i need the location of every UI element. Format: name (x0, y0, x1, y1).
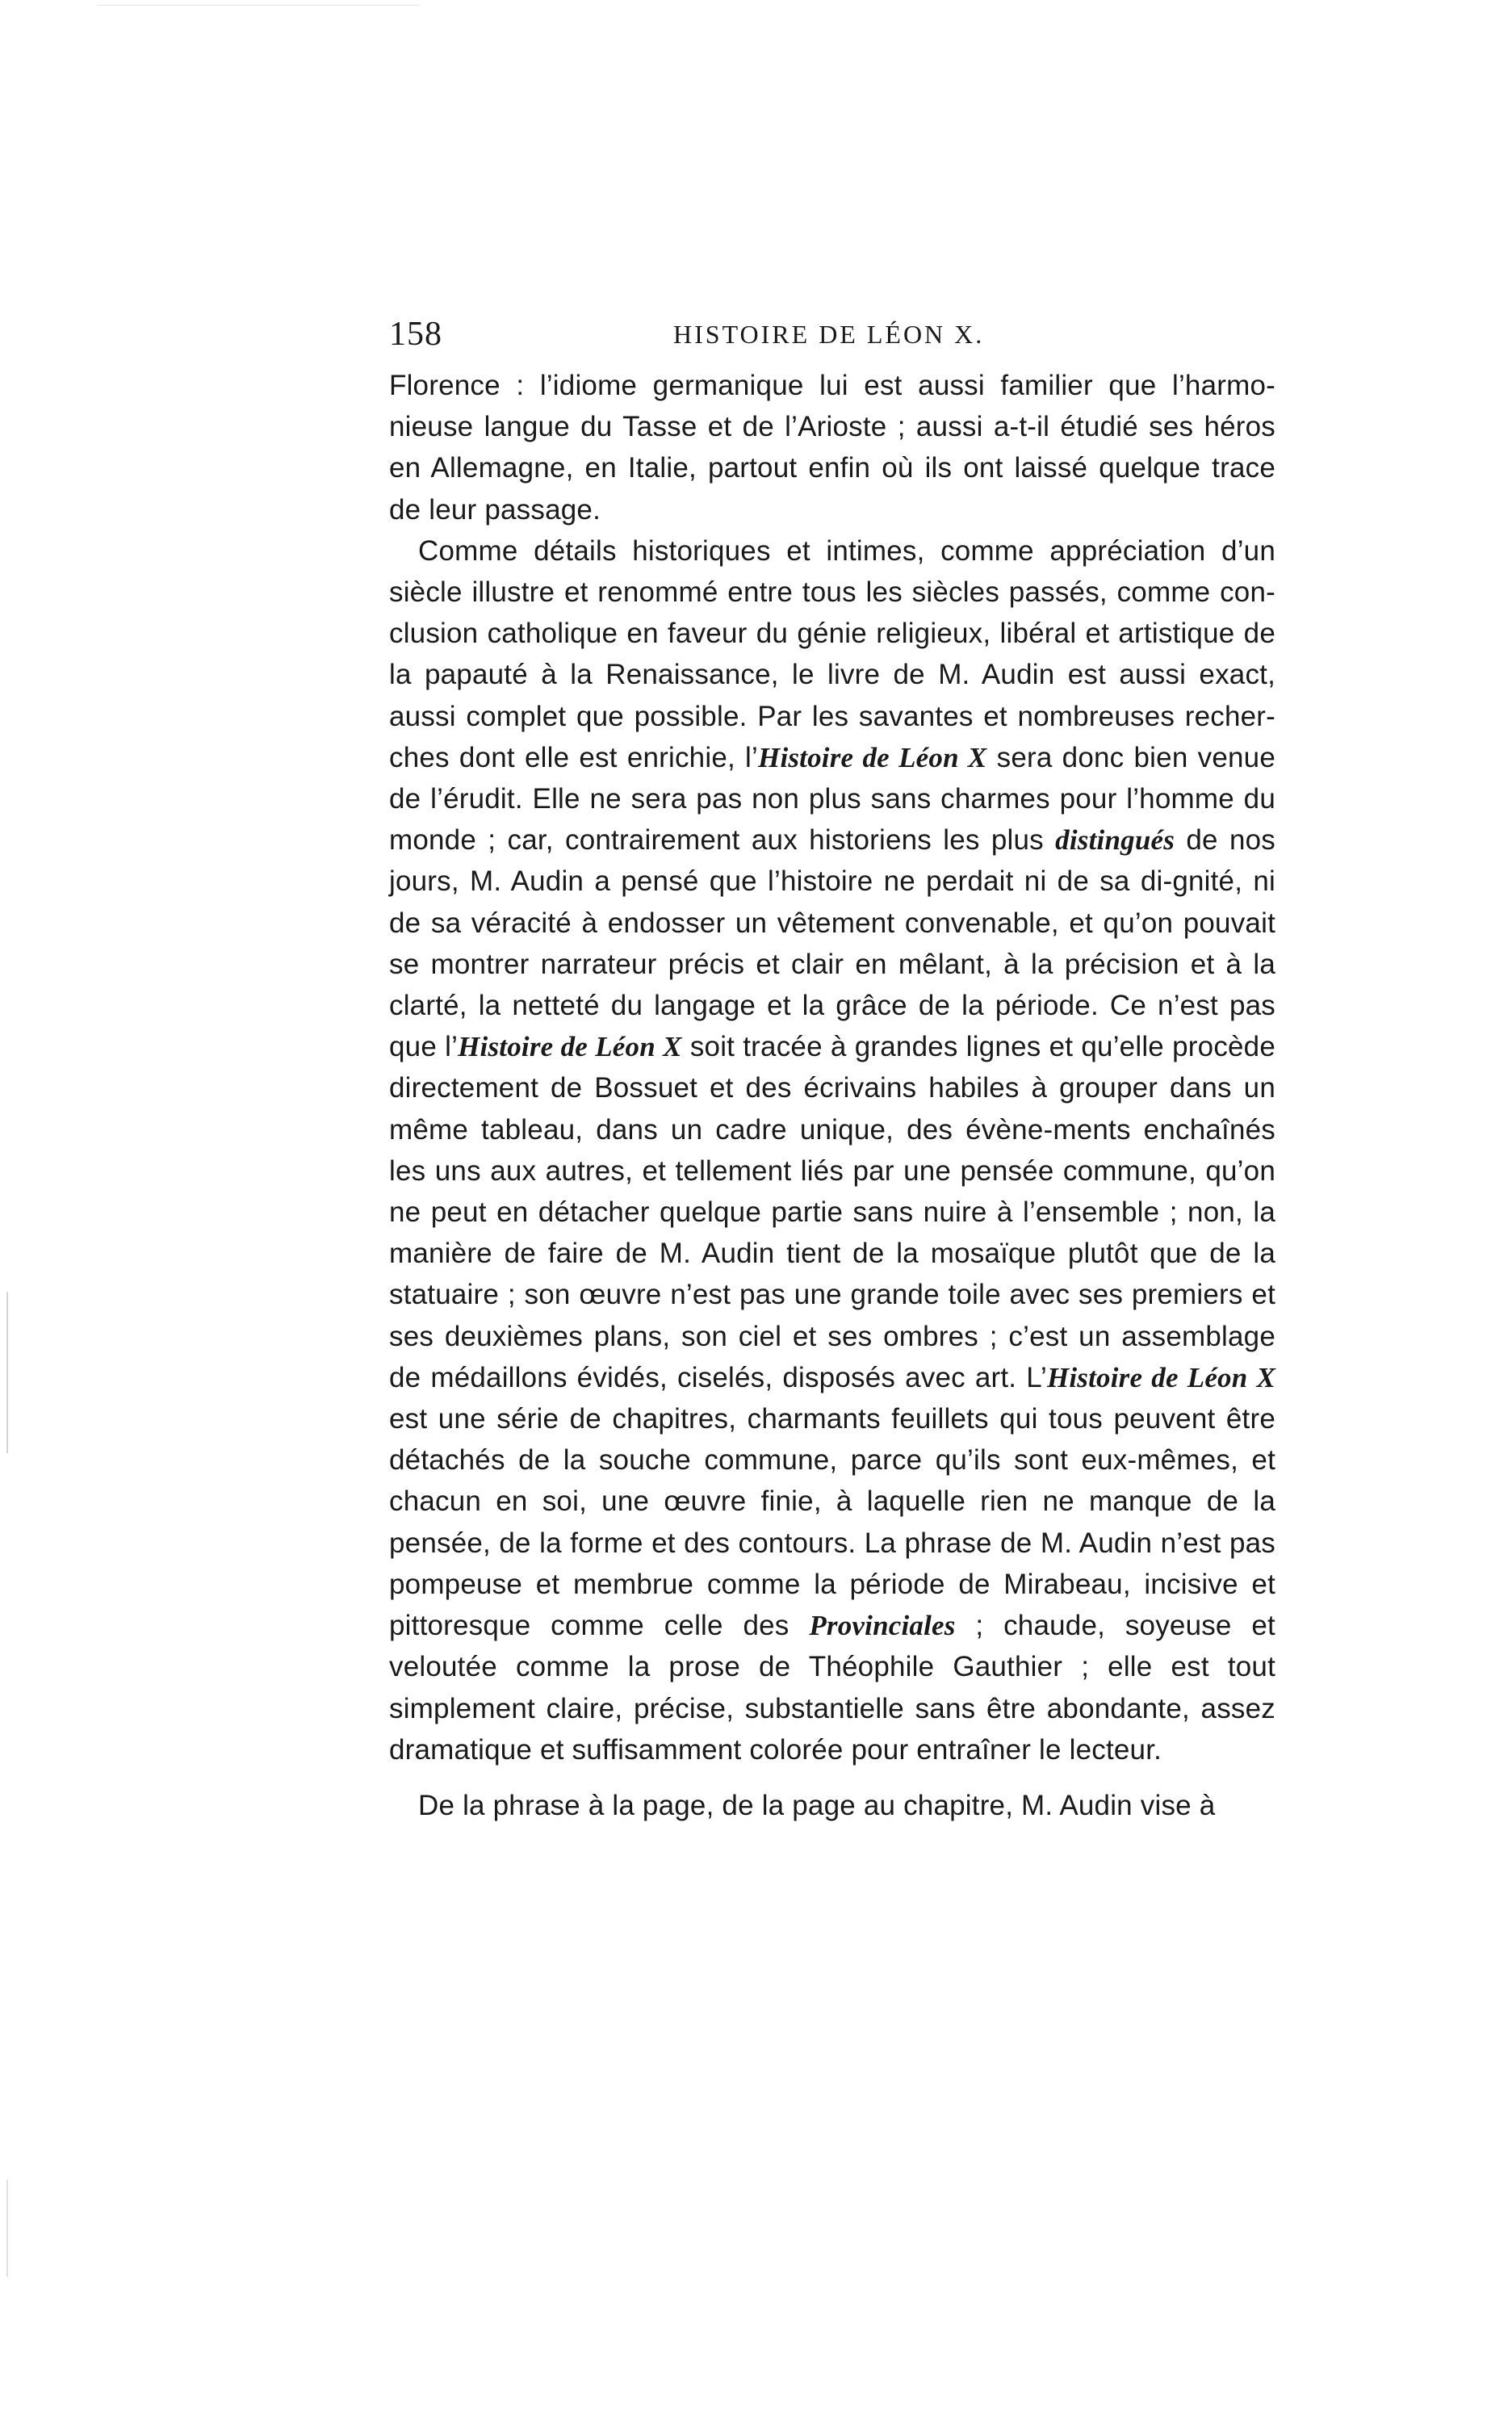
page-header (389, 315, 1277, 363)
text-run: est une série de chapitres, charmants feuillets qui tous peuvent être détachés de la souche commune, parce qu’ils sont eux-mêmes, et chacun en soi, une œuvre finie, à laquelle rien ne manque de la pensée, de la forme et des contours. La phrase de M. Audin n’est pas pompeuse et membrue comme la période de Mirabeau, incisive et pittoresque comme celle des (389, 1403, 1275, 1642)
text-run: soit tracée à grandes lignes et qu’elle procède directement de Bossuet et des écrivains habiles à grouper dans un même tableau, dans un cadre unique, des évène-ments enchaînés les uns aux autres, et tellement liés par une pensée commune, qu’on ne peut en détacher quelque partie sans nuire à l’ensemble ; non, la manière de faire de M. Audin tient de la mosaïque plutôt que de la statuaire ; son œuvre n’est pas une grande toile avec ses premiers et ses deuxièmes plans, son ciel et ses ombres ; c’est un assemblage de médaillons évidés, ciselés, disposés avec art. L’ (389, 1031, 1276, 1393)
paragraph-1 (389, 365, 1275, 530)
page-number: 158 (389, 316, 442, 353)
scan-margin-line (6, 2180, 8, 2277)
paragraph-gap (389, 1770, 1275, 1785)
italic-title: Histoire de Léon X (758, 741, 987, 773)
scan-margin-line (6, 1292, 8, 1453)
italic-title: Histoire de Léon X (458, 1031, 682, 1063)
text-run: ; chaude, soyeuse et veloutée comme la prose de Théophile Gauthier ; elle est tout simplement claire, précise, substantielle sans être abondante, assez dramatique et suffisamment colorée pour entraîner le lecteur. (389, 1610, 1275, 1766)
text-run: De la phrase à la page, de la page au chapitre, M. Audin vise à (418, 1789, 1216, 1821)
italic-title: Histoire de Léon X (1046, 1361, 1276, 1393)
scan-top-dots (97, 5, 420, 6)
paragraph-3 (389, 1785, 1275, 1826)
text-run: de nos jours, M. Audin a pensé que l’histoire ne perdait ni de sa di-gnité, ni de sa véracité à endosser un vêtement convenable, et qu’on pouvait se montrer narrateur précis et clair en mêlant, à la précision et à la clarté, la netteté du langage et la grâce de la période. Ce n’est pas que l’ (389, 824, 1275, 1063)
italic-title: distingués (1055, 824, 1175, 857)
text-run: Comme détails historiques et intimes, comme appréciation d’un siècle illustre et renommé entre tous les siècles passés, comme con-clusion catholique en faveur du génie religieux, libéral et artistique de la papauté à la Renaissance, le livre de M. Audin est aussi exact, aussi complet que possible. Par les savantes et nombreuses recher-ches dont elle est enrichie, l’ (389, 534, 1275, 773)
text-run: Florence : l’idiome germanique lui est aussi familier que l’harmo-nieuse langue du Tasse et de l’Arioste ; aussi a-t-il étudié ses héros en Allemagne, en Italie, partout enfin où ils ont laissé quelque trace de leur passage. (389, 370, 1275, 526)
body-text (389, 365, 1275, 1826)
text-run: sera donc bien venue de l’érudit. Elle ne sera pas non plus sans charmes pour l’homme du monde ; car, contrairement aux historiens les plus (389, 741, 1275, 857)
italic-title: Provinciales (809, 1610, 956, 1642)
running-title: HISTOIRE DE LÉON X. (673, 320, 985, 349)
paragraph-2 (389, 530, 1275, 1770)
